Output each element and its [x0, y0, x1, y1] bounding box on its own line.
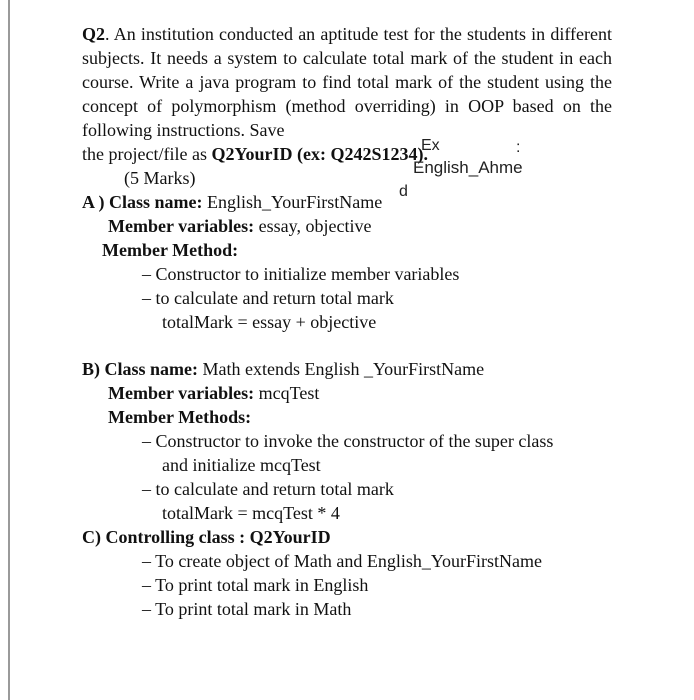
intro-line-3: the student in each course. Write a java program to find total: [82, 48, 612, 92]
section-c-item-1: – To create object of Math and English_YourFirstName: [142, 551, 543, 571]
section-a-formula: totalMark = essay + objective: [162, 312, 377, 332]
section-b-variables-label: Member variables:: [108, 383, 259, 403]
intro-line-1: . An institution conducted an aptitude test for the students in: [105, 24, 546, 44]
save-filename: Q2YourID (ex: Q242S1234).: [211, 144, 428, 164]
section-b-item-1-cont: and initialize mcqTest: [162, 455, 321, 475]
section-b-title: [82, 357, 612, 381]
overlay-english-ahme: English_Ahme: [413, 158, 523, 177]
section-a-class-name: English_YourFirstName: [207, 192, 383, 212]
section-b-variables-value: mcqTest: [258, 383, 320, 403]
section-b-item-2: – to calculate and return total mark: [142, 479, 394, 499]
section-b-formula: totalMark = mcqTest * 4: [162, 503, 340, 523]
section-b-methods-label: Member Methods:: [108, 407, 252, 427]
page-left-border: [8, 0, 10, 700]
intro-line-2: different subjects. It needs a system to calculate total mark of: [82, 24, 613, 68]
save-line: [82, 139, 612, 166]
section-a-method-label: Member Method:: [102, 240, 239, 260]
question-intro: [82, 22, 612, 142]
section-a-variables-value: essay, objective: [258, 216, 372, 236]
section-a-item-2: – to calculate and return total mark: [142, 288, 394, 308]
section-a-prefix: A ) Class name:: [82, 192, 207, 212]
section-b-item-1: – Constructor to invoke the constructor of the super class: [142, 431, 554, 451]
overlay-ex: Ex: [421, 137, 440, 154]
section-b-class-name: Math extends English _YourFirstName: [202, 359, 485, 379]
section-a-variables-label: Member variables:: [108, 216, 259, 236]
overlay-d: d: [399, 183, 408, 200]
section-spacer: [82, 334, 612, 357]
section-c-item-3: – To print total mark in Math: [142, 599, 352, 619]
marks-label: (5 Marks): [124, 168, 196, 188]
section-a-title: [82, 190, 612, 214]
intro-line-5: overriding) in OOP based on the following instructions. Save: [82, 96, 613, 140]
document-body: [82, 22, 612, 621]
intro-line-4: mark of the student using the concept of polymorphism (method: [82, 72, 613, 116]
section-c-title: C) Controlling class : Q2YourID: [82, 527, 331, 547]
save-prefix: the project/file as: [82, 144, 212, 164]
section-b-prefix: B) Class name:: [82, 359, 203, 379]
section-c-item-2: – To print total mark in English: [142, 575, 369, 595]
section-b-variables: [82, 381, 612, 405]
section-a-item-1: – Constructor to initialize member variables: [142, 264, 460, 284]
section-a-variables: [82, 214, 612, 238]
overlay-colon: :: [516, 139, 521, 156]
question-number: Q2: [82, 24, 106, 44]
